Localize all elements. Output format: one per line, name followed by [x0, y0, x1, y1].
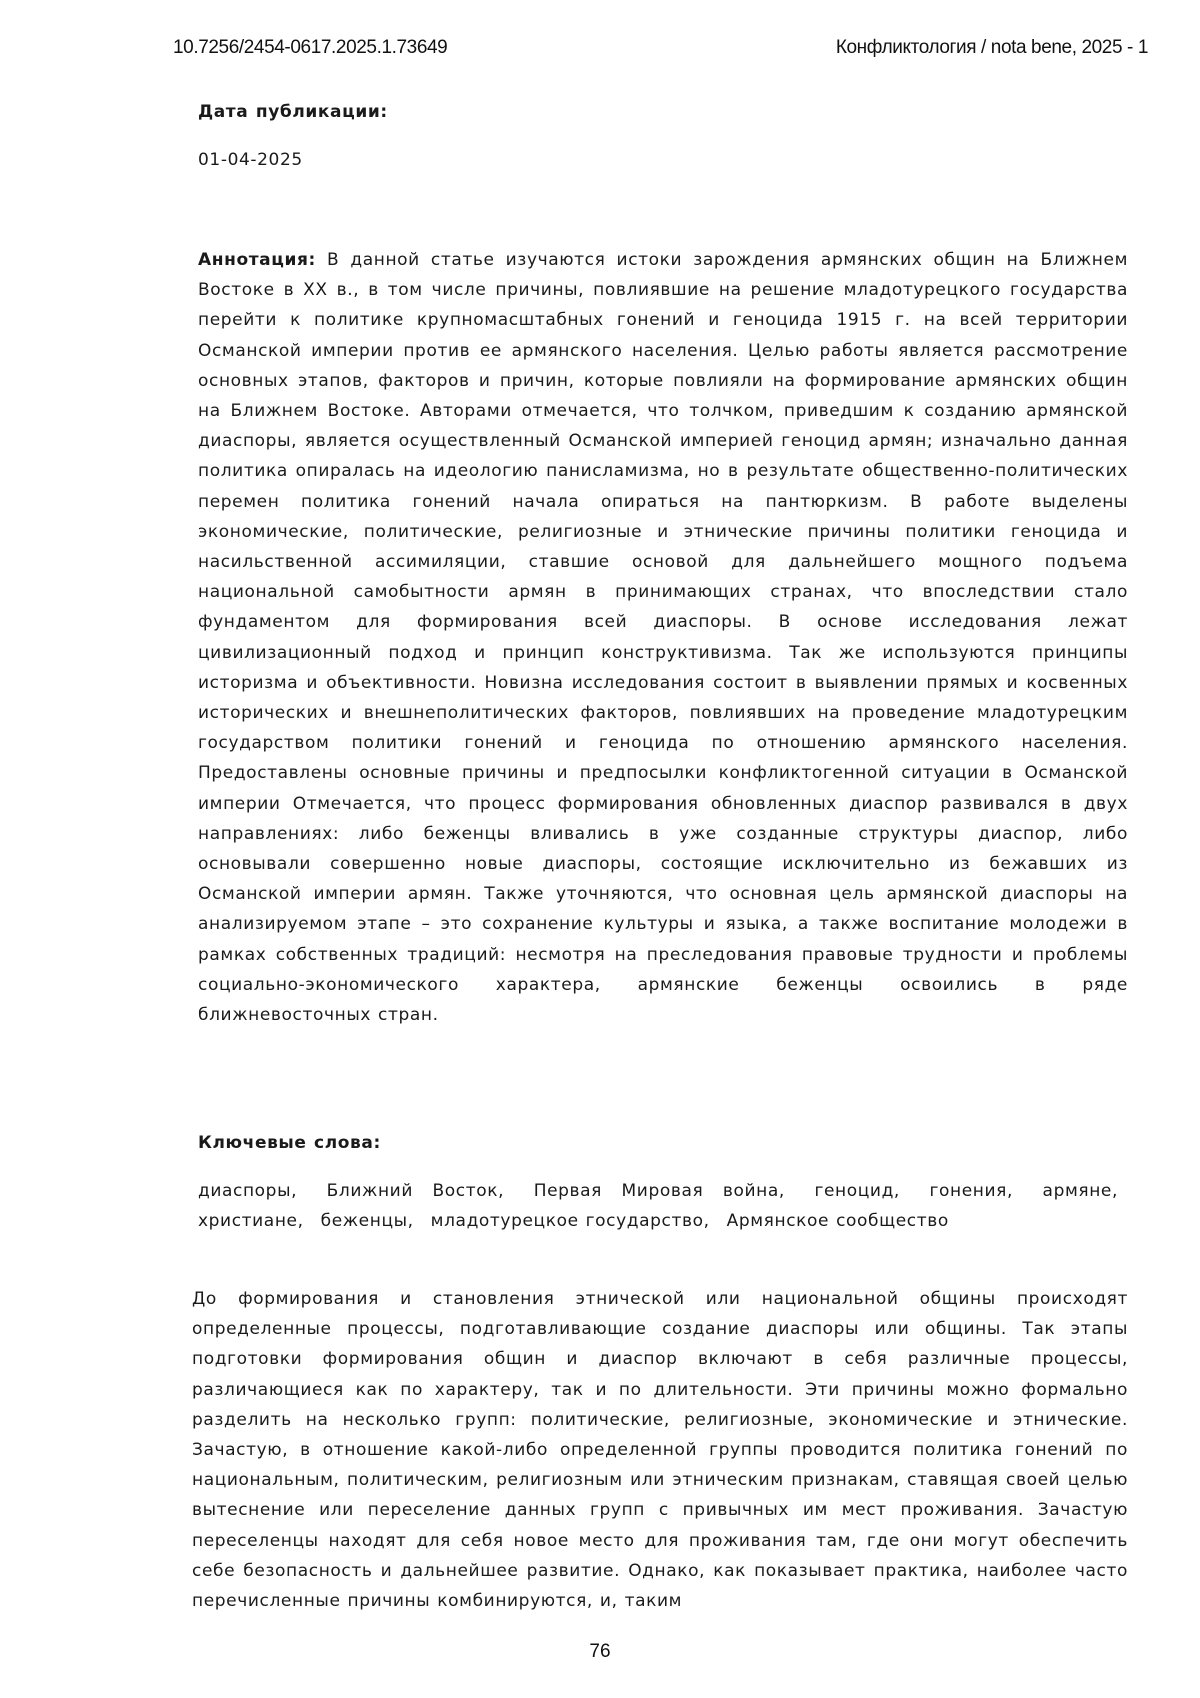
body-paragraph: До формирования и становления этнической или национальной общины происходят определенные процессы, подготавливающие создание диаспоры или общины. Так этапы подготовки формирования общин и диаспор включают в себя различные процессы, различающиеся как по характеру, так и по длительности. Эти причины можно формально разделить на несколько групп: политические, религиозные, экономические и этнические. Зачастую, в отношение какой-либо определенной группы проводится политика гонений по национальным, политическим, религиозным или этническим признакам, ставящая своей целью вытеснение или переселение данных групп с привычных им мест проживания. Зачастую переселенцы находят для себя новое место для проживания там, где они могут обеспечить себе безопасность и дальнейшее развитие. Однако, как показывает практика, наиболее часто перечисленные причины комбинируются, и, таким — [192, 1289, 1128, 1612]
keywords-section — [198, 1128, 1128, 1237]
keyword[interactable]: беженцы, — [320, 1211, 414, 1232]
abstract-label: Аннотация: — [198, 250, 316, 270]
journal-header: Конфликтология / nota bene, 2025 - 1 — [835, 37, 1148, 58]
keyword[interactable]: Армянское сообщество — [726, 1211, 949, 1232]
keyword[interactable]: Ближний Восток, — [326, 1181, 505, 1202]
body-text-section — [192, 1284, 1128, 1616]
keywords-label: Ключевые слова: — [198, 1133, 381, 1153]
keyword[interactable]: армяне, — [1042, 1181, 1118, 1202]
publication-date-section — [198, 97, 1128, 175]
doi-header: 10.7256/2454-0617.2025.1.73649 — [173, 37, 448, 58]
keyword[interactable]: геноцид, — [814, 1181, 900, 1202]
keyword[interactable]: младотурецкое государство, — [430, 1211, 710, 1232]
keyword[interactable]: гонения, — [929, 1181, 1013, 1202]
abstract-text: В данной статье изучаются истоки зарождения армянских общин на Ближнем Востоке в XX в., в том числе причины, повлиявшие на решение младотурецкого государства перейти к политике крупномасштабных гонений и геноцида 1915 г. на всей территории Османской империи против ее армянского населения. Целью работы является рассмотрение основных этапов, факторов и причин, которые повлияли на формирование армянских общин на Ближнем Востоке. Авторами отмечается, что толчком, приведшим к созданию армянской диаспоры, является осуществленный Османской империей геноцид армян; изначально данная политика опиралась на идеологию панисламизма, но в результате общественно-политических перемен политика гонений начала опираться на пантюркизм. В работе выделены экономические, политические, религиозные и этнические причины политики геноцида и насильственной ассимиляции, ставшие основой для дальнейшего мощного подъема национальной самобытности армян в принимающих странах, что впоследствии стало фундаментом для формирования всей диаспоры. В основе исследования лежат цивилизационный подход и принцип конструктивизма. Так же используются принципы историзма и объективности. Новизна исследования состоит в выявлении прямых и косвенных исторических и внешнеполитических факторов, повлиявших на проведение младотурецким государством политики гонений и геноцида по отношению армянского населения. Предоставлены основные причины и предпосылки конфликтогенной ситуации в Османской империи Отмечается, что процесс формирования обновленных диаспор развивался в двух направлениях: либо беженцы вливались в уже созданные структуры диаспор, либо основывали совершенно новые диаспоры, состоящие исключительно из бежавших из Османской империи армян. Также уточняются, что основная цель армянской диаспоры на анализируемом этапе – это сохранение культуры и языка, а также воспитание молодежи в рамках собственных традиций: несмотря на преследования правовые трудности и проблемы социально-экономического характера, армянские беженцы освоились в ряде ближневосточных стран. — [198, 250, 1128, 1026]
keywords-list — [198, 1176, 1128, 1236]
publication-date-value: 01-04-2025 — [198, 150, 303, 171]
keyword[interactable]: Первая Мировая война, — [533, 1181, 785, 1202]
abstract-section — [198, 245, 1128, 1030]
keyword[interactable]: диаспоры, — [198, 1181, 298, 1202]
publication-date-label: Дата публикации: — [198, 102, 388, 122]
page-number: 76 — [589, 1641, 611, 1662]
keyword[interactable]: христиане, — [198, 1211, 304, 1232]
